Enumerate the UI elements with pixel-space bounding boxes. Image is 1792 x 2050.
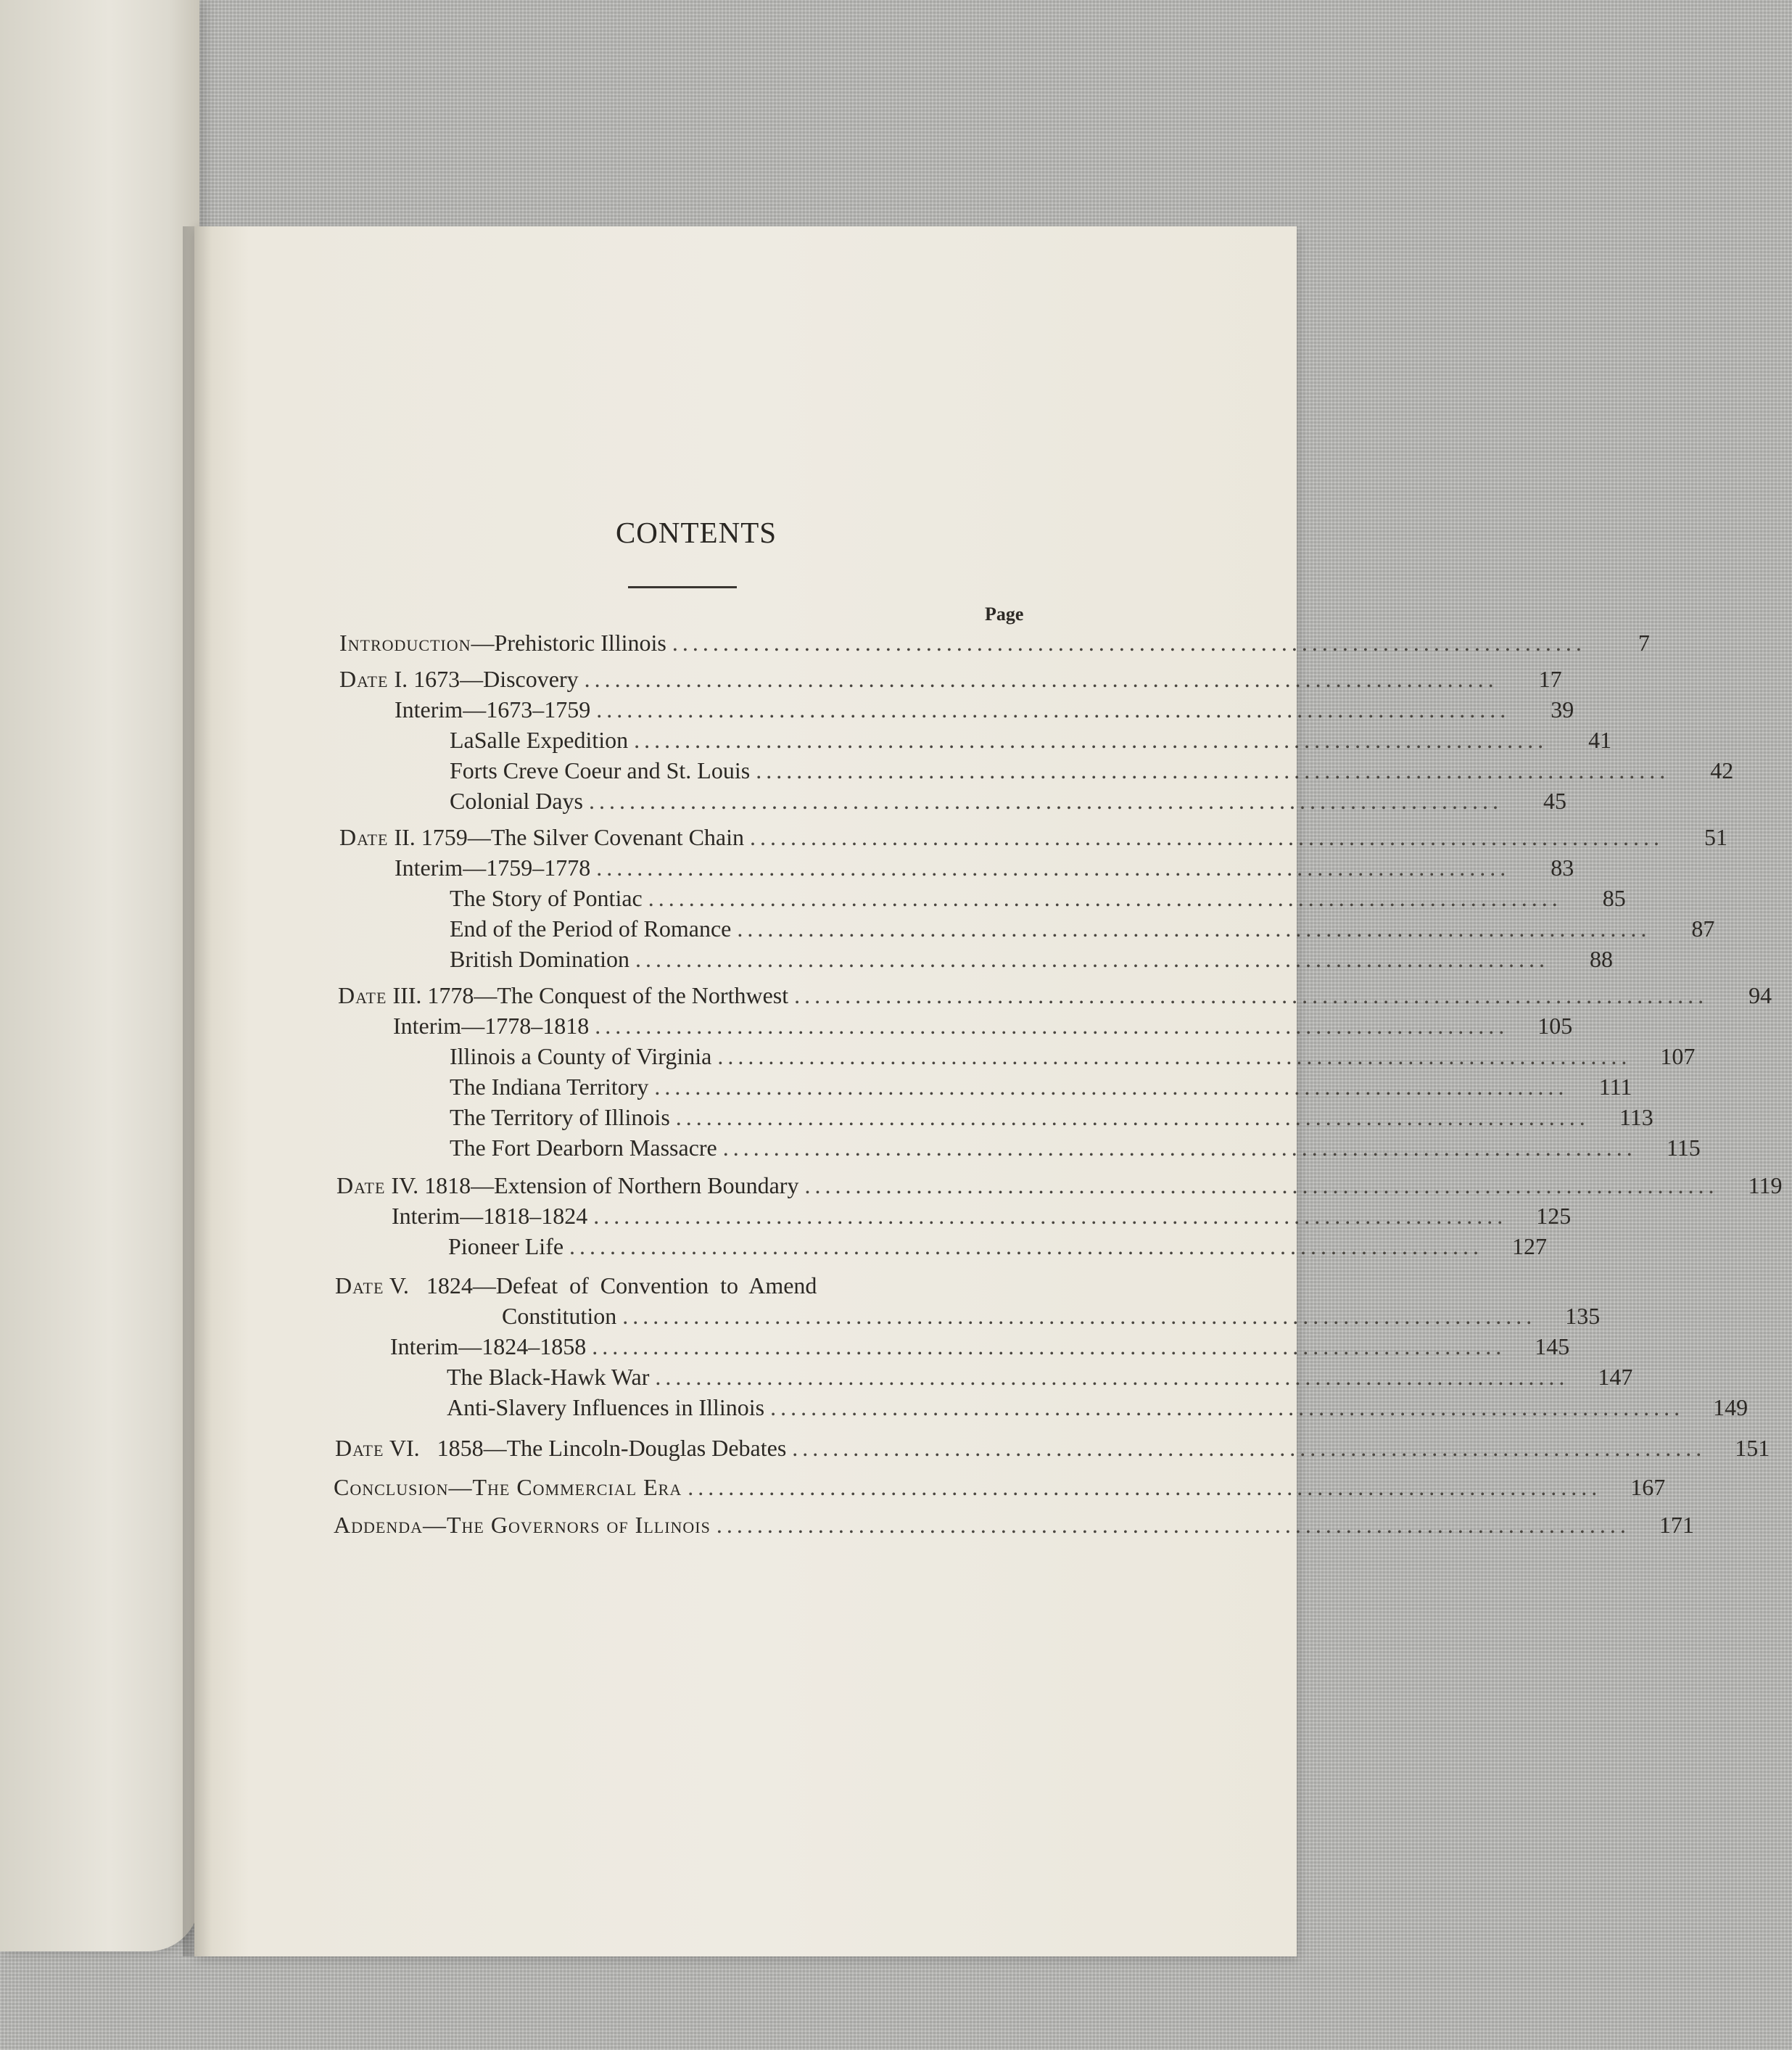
toc-entry: Interim—1778–1818 .......................................................................................... 105 [393, 1013, 1573, 1039]
toc-entry: Addenda—The Governors of Illinois .......................................................................................... 171 [334, 1512, 1694, 1538]
toc-entry: The Fort Dearborn Massacre .......................................................................................... 115 [450, 1135, 1701, 1161]
toc-entry: Forts Creve Coeur and St. Louis .......................................................................................... 42 [450, 757, 1734, 783]
toc-entry: Anti-Slavery Influences in Illinois .......................................................................................... 149 [447, 1394, 1748, 1420]
toc-entry: Illinois a County of Virginia .......................................................................................... 107 [450, 1043, 1696, 1069]
toc-entry: Date I. 1673—Discovery .......................................................................................... 17 [339, 666, 1562, 692]
page-title: CONTENTS [615, 516, 777, 549]
toc-entry: End of the Period of Romance .......................................................................................... 87 [450, 915, 1715, 942]
toc-entry: Interim—1759–1778 .......................................................................................... 83 [395, 855, 1574, 881]
toc-entry: Pioneer Life .......................................................................................... 127 [448, 1233, 1548, 1259]
toc-entry: Interim—1673–1759 .......................................................................................... 39 [395, 696, 1574, 723]
toc-entry: Date IV. 1818—Extension of Northern Boundary .......................................................................................... 119 [336, 1172, 1783, 1198]
toc-entry: The Story of Pontiac .......................................................................................... 85 [450, 885, 1626, 911]
toc-entry: Date II. 1759—The Silver Covenant Chain .......................................................................................... 51 [339, 824, 1728, 850]
toc-entry: Date VI. 1858—The Lincoln-Douglas Debates .......................................................................................... 151 [335, 1435, 1770, 1461]
toc-entry: Date III. 1778—The Conquest of the Northwest .......................................................................................... 94 [338, 982, 1772, 1008]
toc-entry: The Black-Hawk War .......................................................................................... 147 [447, 1364, 1633, 1390]
toc-entry: The Indiana Territory .......................................................................................... 111 [450, 1074, 1632, 1100]
toc-entry: The Territory of Illinois .......................................................................................... 113 [450, 1104, 1653, 1130]
toc-entry: Colonial Days .......................................................................................... 45 [450, 788, 1566, 814]
toc-entry: Conclusion—The Commercial Era .......................................................................................... 167 [334, 1474, 1666, 1500]
toc-entry: Interim—1818–1824 .......................................................................................... 125 [392, 1203, 1572, 1229]
toc-entry: Interim—1824–1858 .......................................................................................... 145 [390, 1333, 1570, 1359]
toc-entry: LaSalle Expedition .......................................................................................... 41 [450, 727, 1612, 753]
toc-entry: Introduction—Prehistoric Illinois .......................................................................................... 7 [339, 630, 1650, 656]
toc-entry: Constitution .......................................................................................... 135 [502, 1303, 1601, 1329]
toc-entry: British Domination .......................................................................................... 88 [450, 946, 1613, 972]
toc-entry: Date V. 1824—Defeat of Convention to Amend [335, 1272, 817, 1298]
page-column-header: Page [985, 604, 1024, 625]
